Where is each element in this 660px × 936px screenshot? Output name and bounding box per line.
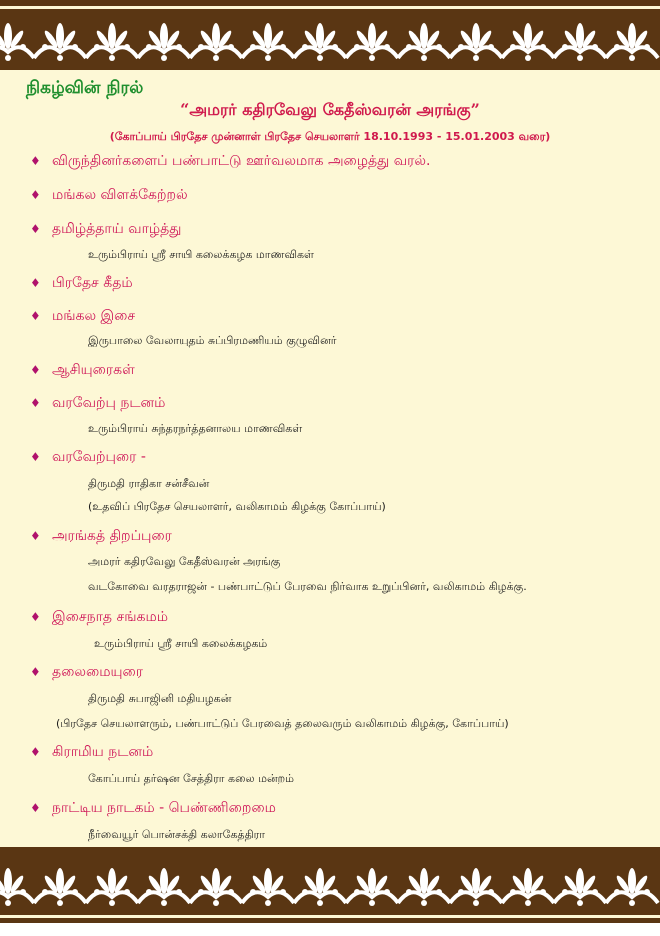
- top-border-pattern: [0, 0, 660, 70]
- item-title: வரவேற்புரை -: [52, 449, 146, 465]
- item-detail: வடகோவை வரதராஜன் - பண்பாட்டுப் பேரவை நிர்வாக உறுப்பினர், வலிகாமம் கிழக்கு.: [88, 580, 527, 593]
- programme-item: [30, 362, 135, 380]
- item-detail: (பிரதேச செயலாளரும், பண்பாட்டுப் பேரவைத் தலைவரும் வலிகாமம் கிழக்கு, கோப்பாய்): [56, 717, 509, 730]
- item-detail: உரும்பிராய் சுந்தரநர்த்தனாலய மாணவிகள்: [88, 422, 303, 435]
- item-detail: உரும்பிராய் ஸ்ரீ சாயி கலைக்கழகம்: [94, 637, 268, 650]
- programme-item: [30, 528, 172, 546]
- item-title: விருந்தினர்களைப் பண்பாட்டு ஊர்வலமாக அழைத்து வரல்.: [52, 153, 431, 169]
- item-title: தலைமையுரை: [52, 664, 143, 680]
- diamond-bullet-icon: ♦: [30, 450, 41, 464]
- diamond-bullet-icon: ♦: [30, 363, 41, 377]
- bottom-border-pattern: [0, 847, 660, 923]
- item-title: அரங்கத் திறப்புரை: [52, 528, 172, 544]
- programme-item: [30, 609, 168, 627]
- item-title: கிராமிய நடனம்: [52, 744, 154, 760]
- diamond-bullet-icon: ♦: [30, 801, 41, 815]
- diamond-bullet-icon: ♦: [30, 610, 41, 624]
- diamond-bullet-icon: ♦: [30, 309, 41, 323]
- item-title: நாட்டிய நாடகம் - பெண்ணிறைமை: [52, 800, 276, 816]
- item-detail: அமரர் கதிரவேலு கேதீஸ்வரன் அரங்கு: [88, 555, 281, 568]
- programme-item: [30, 153, 430, 171]
- item-title: மங்கல இசை: [52, 308, 136, 324]
- top-ornamental-border: [0, 0, 660, 70]
- item-detail: திருமதி சுபாஜினி மதியழகன்: [88, 692, 232, 705]
- programme-item: [30, 308, 135, 326]
- diamond-bullet-icon: ♦: [30, 529, 41, 543]
- diamond-bullet-icon: ♦: [30, 222, 41, 236]
- item-title: இசைநாத சங்கமம்: [52, 609, 168, 625]
- bottom-ornamental-border: [0, 847, 660, 923]
- programme-item: [30, 664, 143, 682]
- item-detail: இருபாலை வேலாயுதம் சுப்பிரமணியம் குழுவினர்: [88, 334, 337, 347]
- item-detail: (உதவிப் பிரதேச செயலாளர், வலிகாமம் கிழக்கு கோப்பாய்): [88, 500, 386, 513]
- programme-heading: நிகழ்வின் நிரல்: [26, 78, 144, 98]
- programme-item: [30, 221, 181, 239]
- programme-item: [30, 395, 165, 413]
- item-title: தமிழ்த்தாய் வாழ்த்து: [52, 221, 182, 237]
- item-title: மங்கல விளக்கேற்றல்: [52, 187, 188, 203]
- item-title: ஆசியுரைகள்: [52, 362, 135, 378]
- programme-item: [30, 800, 276, 818]
- item-detail: உரும்பிராய் ஸ்ரீ சாயி கலைக்கழக மாணவிகள்: [88, 248, 314, 261]
- item-detail: நீர்வையூர் பொன்சக்தி கலாகேத்திரா: [88, 828, 266, 841]
- venue-title: “அமரர் கதிரவேலு கேதீஸ்வரன் அரங்கு”: [180, 100, 480, 119]
- diamond-bullet-icon: ♦: [30, 665, 41, 679]
- item-detail: திருமதி ராதிகா சன்சீவன்: [88, 477, 210, 490]
- diamond-bullet-icon: ♦: [30, 154, 41, 168]
- item-title: வரவேற்பு நடனம்: [52, 395, 166, 411]
- item-title: பிரதேச கீதம்: [52, 275, 133, 291]
- programme-item: [30, 187, 188, 205]
- item-detail: கோப்பாய் தர்ஷன சேத்திரா கலை மன்றம்: [88, 772, 294, 785]
- diamond-bullet-icon: ♦: [30, 396, 41, 410]
- diamond-bullet-icon: ♦: [30, 188, 41, 202]
- bottom-margin: [0, 923, 660, 936]
- programme-item: [30, 449, 146, 467]
- venue-subtitle: (கோப்பாய் பிரதேச முன்னாள் பிரதேச செயலாளர் 18.10.1993 - 15.01.2003 வரை): [109, 130, 551, 143]
- programme-item: [30, 275, 133, 293]
- diamond-bullet-icon: ♦: [30, 745, 41, 759]
- programme-item: [30, 744, 153, 762]
- diamond-bullet-icon: ♦: [30, 276, 41, 290]
